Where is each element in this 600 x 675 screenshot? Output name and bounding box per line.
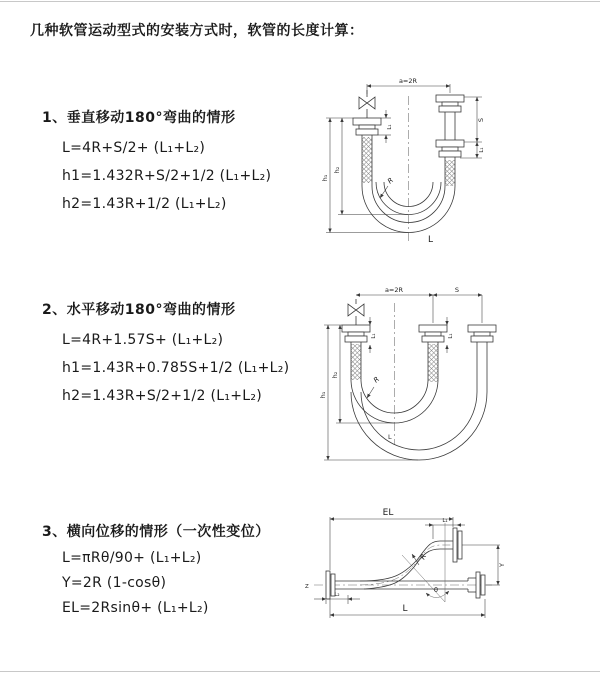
center-pipe-fitting — [419, 325, 447, 342]
dim-label-y: Y — [498, 563, 506, 567]
formula-h1: h1=1.432R+S/2+1/2 (L₁+L₂) — [62, 168, 272, 184]
dim-label-a2r: a=2R — [384, 286, 404, 294]
dim-label-a2r: a=2R — [398, 77, 418, 85]
left-pipe-fitting — [353, 118, 381, 135]
right-hose-leg — [445, 157, 455, 186]
diagram-horizontal-180-bend — [310, 283, 600, 468]
valve-icon — [348, 299, 364, 325]
diagram-lateral-displacement — [300, 503, 600, 648]
dim-label-l1: L₁ — [442, 518, 448, 524]
formula-h2: h2=1.43R+S/2+1/2 (L₁+L₂) — [62, 388, 263, 404]
left-hose-leg — [351, 342, 361, 380]
formula-h1: h1=1.43R+0.785S+1/2 (L₁+L₂) — [62, 360, 290, 376]
section-1 — [42, 107, 271, 224]
left-pipe-fitting — [342, 325, 370, 342]
radius-leader — [412, 554, 419, 565]
dim-label-l1-center: L₁ — [448, 333, 454, 339]
radius-label: R — [386, 176, 396, 186]
formula-y: Y=2R (1-cosθ) — [62, 575, 167, 591]
dim-label-el: EL — [382, 508, 394, 518]
dim-label-l2: L₂ — [334, 592, 340, 598]
axis-label: Z — [305, 584, 309, 590]
center-hose-leg — [428, 342, 438, 382]
radius-leader — [367, 387, 374, 398]
length-label: L — [402, 604, 408, 614]
length-label: L — [388, 433, 392, 441]
formula-el: EL=2Rsinθ+ (L₁+L₂) — [62, 600, 209, 616]
dim-label-s: S — [454, 286, 460, 294]
dim-label-l1-right: L₁ — [479, 147, 485, 153]
formula-l: L=4R+S/2+ (L₁+L₂) — [62, 140, 206, 156]
top-right-flange — [453, 528, 462, 562]
dim-label-h1: h₁ — [321, 174, 329, 182]
section-3 — [42, 521, 270, 625]
dim-label-s: S — [477, 117, 485, 123]
dim-label-h2: h₂ — [331, 371, 339, 379]
radius-leader — [380, 186, 388, 198]
dim-label-h2: h₂ — [333, 166, 341, 174]
formula-l: L=4R+1.57S+ (L₁+L₂) — [62, 332, 224, 348]
dim-label-h1: h₁ — [319, 391, 327, 399]
dim-top-a2r — [367, 84, 450, 94]
right-pipe-fitting-upper — [436, 95, 464, 112]
angle-label: θ — [434, 586, 438, 594]
construction-lines — [402, 523, 449, 602]
radius-label: R — [372, 375, 382, 385]
left-hose-leg — [362, 135, 372, 186]
right-pipe-stem — [445, 112, 455, 140]
section-1-heading: 1、垂直移动180°弯曲的情形 — [42, 110, 236, 126]
section-3-heading: 3、横向位移的情形（一次性变位） — [42, 524, 270, 540]
page-bottom-edge — [0, 671, 600, 672]
page-title: 几种软管运动型式的安装方式时，软管的长度计算： — [30, 23, 364, 39]
dim-top-a2r — [356, 295, 482, 323]
valve-icon — [359, 90, 375, 118]
page-top-edge — [0, 1, 600, 2]
dim-label-l1-left: L₁ — [371, 333, 377, 339]
length-label: L — [428, 235, 434, 245]
diagram-vertical-180-bend — [310, 70, 600, 260]
dim-label-l1-left: L₁ — [387, 124, 393, 130]
right-hose-leg — [477, 342, 487, 392]
section-2 — [42, 299, 289, 416]
radius-label: R — [418, 552, 429, 561]
curved-hose-position — [360, 541, 453, 589]
right-pipe-fitting — [468, 325, 496, 342]
formula-h2: h2=1.43R+1/2 (L₁+L₂) — [62, 196, 227, 212]
formula-l: L=πRθ/90+ (L₁+L₂) — [62, 550, 202, 566]
section-2-heading: 2、水平移动180°弯曲的情形 — [42, 302, 236, 318]
right-pipe-fitting-lower — [436, 140, 464, 157]
